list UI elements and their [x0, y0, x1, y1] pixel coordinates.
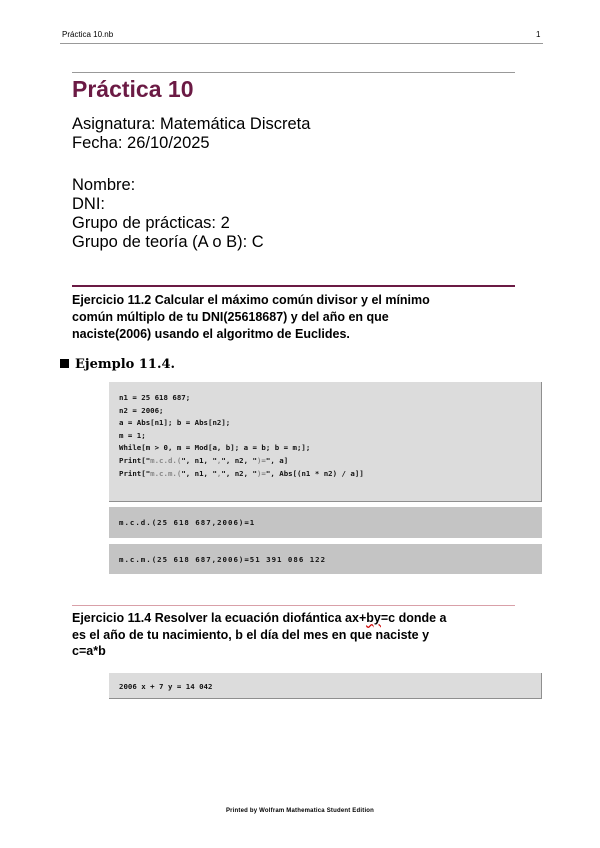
exercise2-text: Ejercicio 11.4 Resolver la ecuación diofántica ax+ [72, 611, 367, 625]
input-cell-gcd-lcm[interactable] [109, 382, 542, 502]
exercise1-line: común múltiplo de tu DNI(25618687) y del año en que [72, 310, 389, 324]
exercise2-line [72, 610, 512, 627]
dni-line: DNI: [72, 195, 105, 213]
code-token: ", a] [265, 455, 289, 465]
example-heading-label: Ejemplo 11.4. [75, 357, 176, 372]
exercise1-line: Ejercicio 11.2 Calcular el máximo común divisor y el mínimo [72, 293, 430, 307]
code-string: )= [256, 468, 266, 478]
output-cell-gcd[interactable] [109, 507, 542, 538]
output-cell-lcm[interactable] [109, 544, 542, 574]
code-string: )= [256, 455, 266, 465]
code-line: n1 = 25 618 687; [119, 393, 191, 402]
theory-group-line: Grupo de teoría (A o B): C [72, 233, 264, 251]
spellcheck-flagged-word[interactable]: by [366, 611, 381, 625]
code-line: n2 = 2006; [119, 405, 164, 415]
code-line: a = Abs[n1]; b = Abs[n2]; [119, 418, 231, 428]
exercise1-line: naciste(2006) usando el algoritmo de Euclides. [72, 327, 350, 341]
date-line: Fecha: 26/10/2025 [72, 134, 210, 152]
code-string: m.c.d.( [150, 455, 182, 465]
exercise2-line: c=a*b [72, 644, 106, 658]
code-line [119, 468, 541, 481]
student-info-block [72, 176, 264, 252]
header-divider [60, 43, 543, 44]
header-filename: Práctica 10.nb [62, 30, 114, 39]
code-token: ", Abs[(n1 * n2) / a]] [265, 468, 364, 478]
code-token: ", n2, " [221, 455, 257, 465]
code-line [119, 455, 541, 468]
code-token: Print[" [119, 468, 151, 478]
exercise2-text: =c donde a [380, 611, 447, 625]
subject-line: Asignatura: Matemática Discreta [72, 115, 311, 133]
practice-group-line: Grupo de prácticas: 2 [72, 214, 230, 232]
code-token: ", n2, " [221, 468, 257, 478]
input-cell-diophantine[interactable] [109, 673, 542, 699]
code-token: ", n1, " [181, 468, 217, 478]
page-title: Práctica 10 [72, 76, 194, 102]
code-string: , [216, 468, 222, 478]
code-line: m = 1; [119, 430, 146, 440]
name-line: Nombre: [72, 176, 136, 194]
section-bullet-icon [60, 359, 69, 368]
section-divider [72, 605, 515, 606]
output-text: m.c.m.(25 618 687,2006)=51 391 086 122 [119, 555, 327, 564]
code-string: , [216, 455, 222, 465]
code-token: Print[" [119, 455, 151, 465]
print-footer: Printed by Wolfram Mathematica Student Edition [225, 808, 375, 814]
exercise2-line: es el año de tu nacimiento, b el día del mes en que naciste y [72, 627, 430, 642]
header-page-number: 1 [536, 30, 541, 39]
exercise-11-2-text [72, 292, 502, 343]
exercise-11-4-text [72, 610, 512, 660]
output-text: m.c.d.(25 618 687,2006)=1 [119, 518, 256, 527]
section-divider [72, 285, 515, 287]
code-line: While[m > 0, m = Mod[a, b]; a = b; b = m;]; [119, 443, 311, 453]
subtitle-block [72, 115, 310, 153]
code-line: 2006 x + 7 y = 14 042 [119, 682, 213, 691]
code-string: m.c.m.( [150, 468, 182, 478]
title-divider [72, 72, 515, 73]
example-heading[interactable] [60, 357, 175, 372]
code-token: ", n1, " [181, 455, 217, 465]
